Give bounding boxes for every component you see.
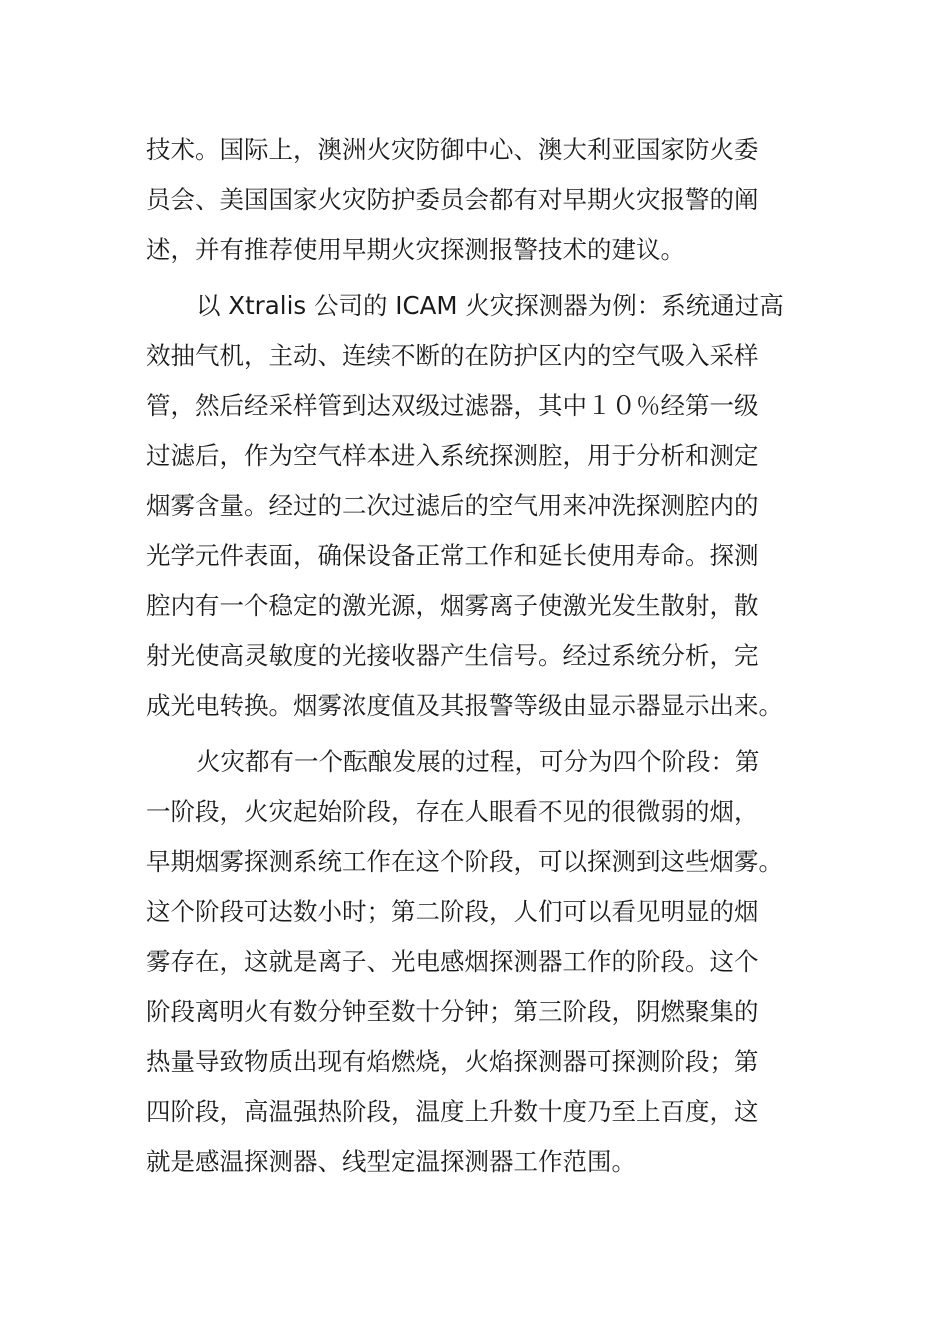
- paragraph-2-line-6: 光学元件表面，确保设备正常工作和延长使用寿命。探测: [146, 541, 759, 570]
- paragraph-1-line-2: 员会、美国国家火灾防护委员会都有对早期火灾报警的阐: [146, 185, 759, 214]
- product-name: ICAM: [395, 291, 458, 320]
- company-name: Xtralis: [228, 291, 307, 320]
- paragraph-3-line-8: 四阶段，高温强热阶段，温度上升数十度乃至上百度，这: [146, 1097, 759, 1126]
- paragraph-3-line-2: 一阶段，火灾起始阶段，存在人眼看不见的很微弱的烟，: [146, 797, 759, 826]
- paragraph-2-line-9: 成光电转换。烟雾浓度值及其报警等级由显示器显示出来。: [146, 691, 783, 720]
- paragraph-2-line-8: 射光使高灵敏度的光接收器产生信号。经过系统分析，完: [146, 641, 759, 670]
- paragraph-3-line-4: 这个阶段可达数小时；第二阶段，人们可以看见明显的烟: [146, 897, 759, 926]
- paragraph-3-line-9: 就是感温探测器、线型定温探测器工作范围。: [146, 1147, 636, 1176]
- paragraph-2-text-b: 公司的: [306, 291, 396, 320]
- paragraph-2-line-3: 管，然后经采样管到达双级过滤器，其中１０％经第一级: [146, 391, 759, 420]
- paragraph-3-line-1: 火灾都有一个酝酿发展的过程，可分为四个阶段：第: [196, 747, 760, 776]
- paragraph-2-line-5: 烟雾含量。经过的二次过滤后的空气用来冲洗探测腔内的: [146, 491, 759, 520]
- paragraph-2-line-4: 过滤后，作为空气样本进入系统探测腔，用于分析和测定: [146, 441, 759, 470]
- paragraph-3-line-5: 雾存在，这就是离子、光电感烟探测器工作的阶段。这个: [146, 947, 759, 976]
- paragraph-3-line-3: 早期烟雾探测系统工作在这个阶段，可以探测到这些烟雾。: [146, 847, 783, 876]
- paragraph-3-line-6: 阶段离明火有数分钟至数十分钟；第三阶段，阴燃聚集的: [146, 997, 759, 1026]
- paragraph-2-line-7: 腔内有一个稳定的激光源，烟雾离子使激光发生散射，散: [146, 591, 759, 620]
- paragraph-2-line-2: 效抽气机，主动、连续不断的在防护区内的空气吸入采样: [146, 341, 759, 370]
- paragraph-1-line-1: 技术。国际上，澳洲火灾防御中心、澳大利亚国家防火委: [146, 135, 759, 164]
- paragraph-3-line-7: 热量导致物质出现有焰燃烧，火焰探测器可探测阶段；第: [146, 1047, 759, 1076]
- paragraph-2-text-a: 以: [196, 291, 229, 320]
- paragraph-1-line-3: 述，并有推荐使用早期火灾探测报警技术的建议。: [146, 235, 685, 264]
- paragraph-2-first-line: [196, 289, 784, 323]
- paragraph-2-text-c: 火灾探测器为例：系统通过高: [457, 291, 784, 320]
